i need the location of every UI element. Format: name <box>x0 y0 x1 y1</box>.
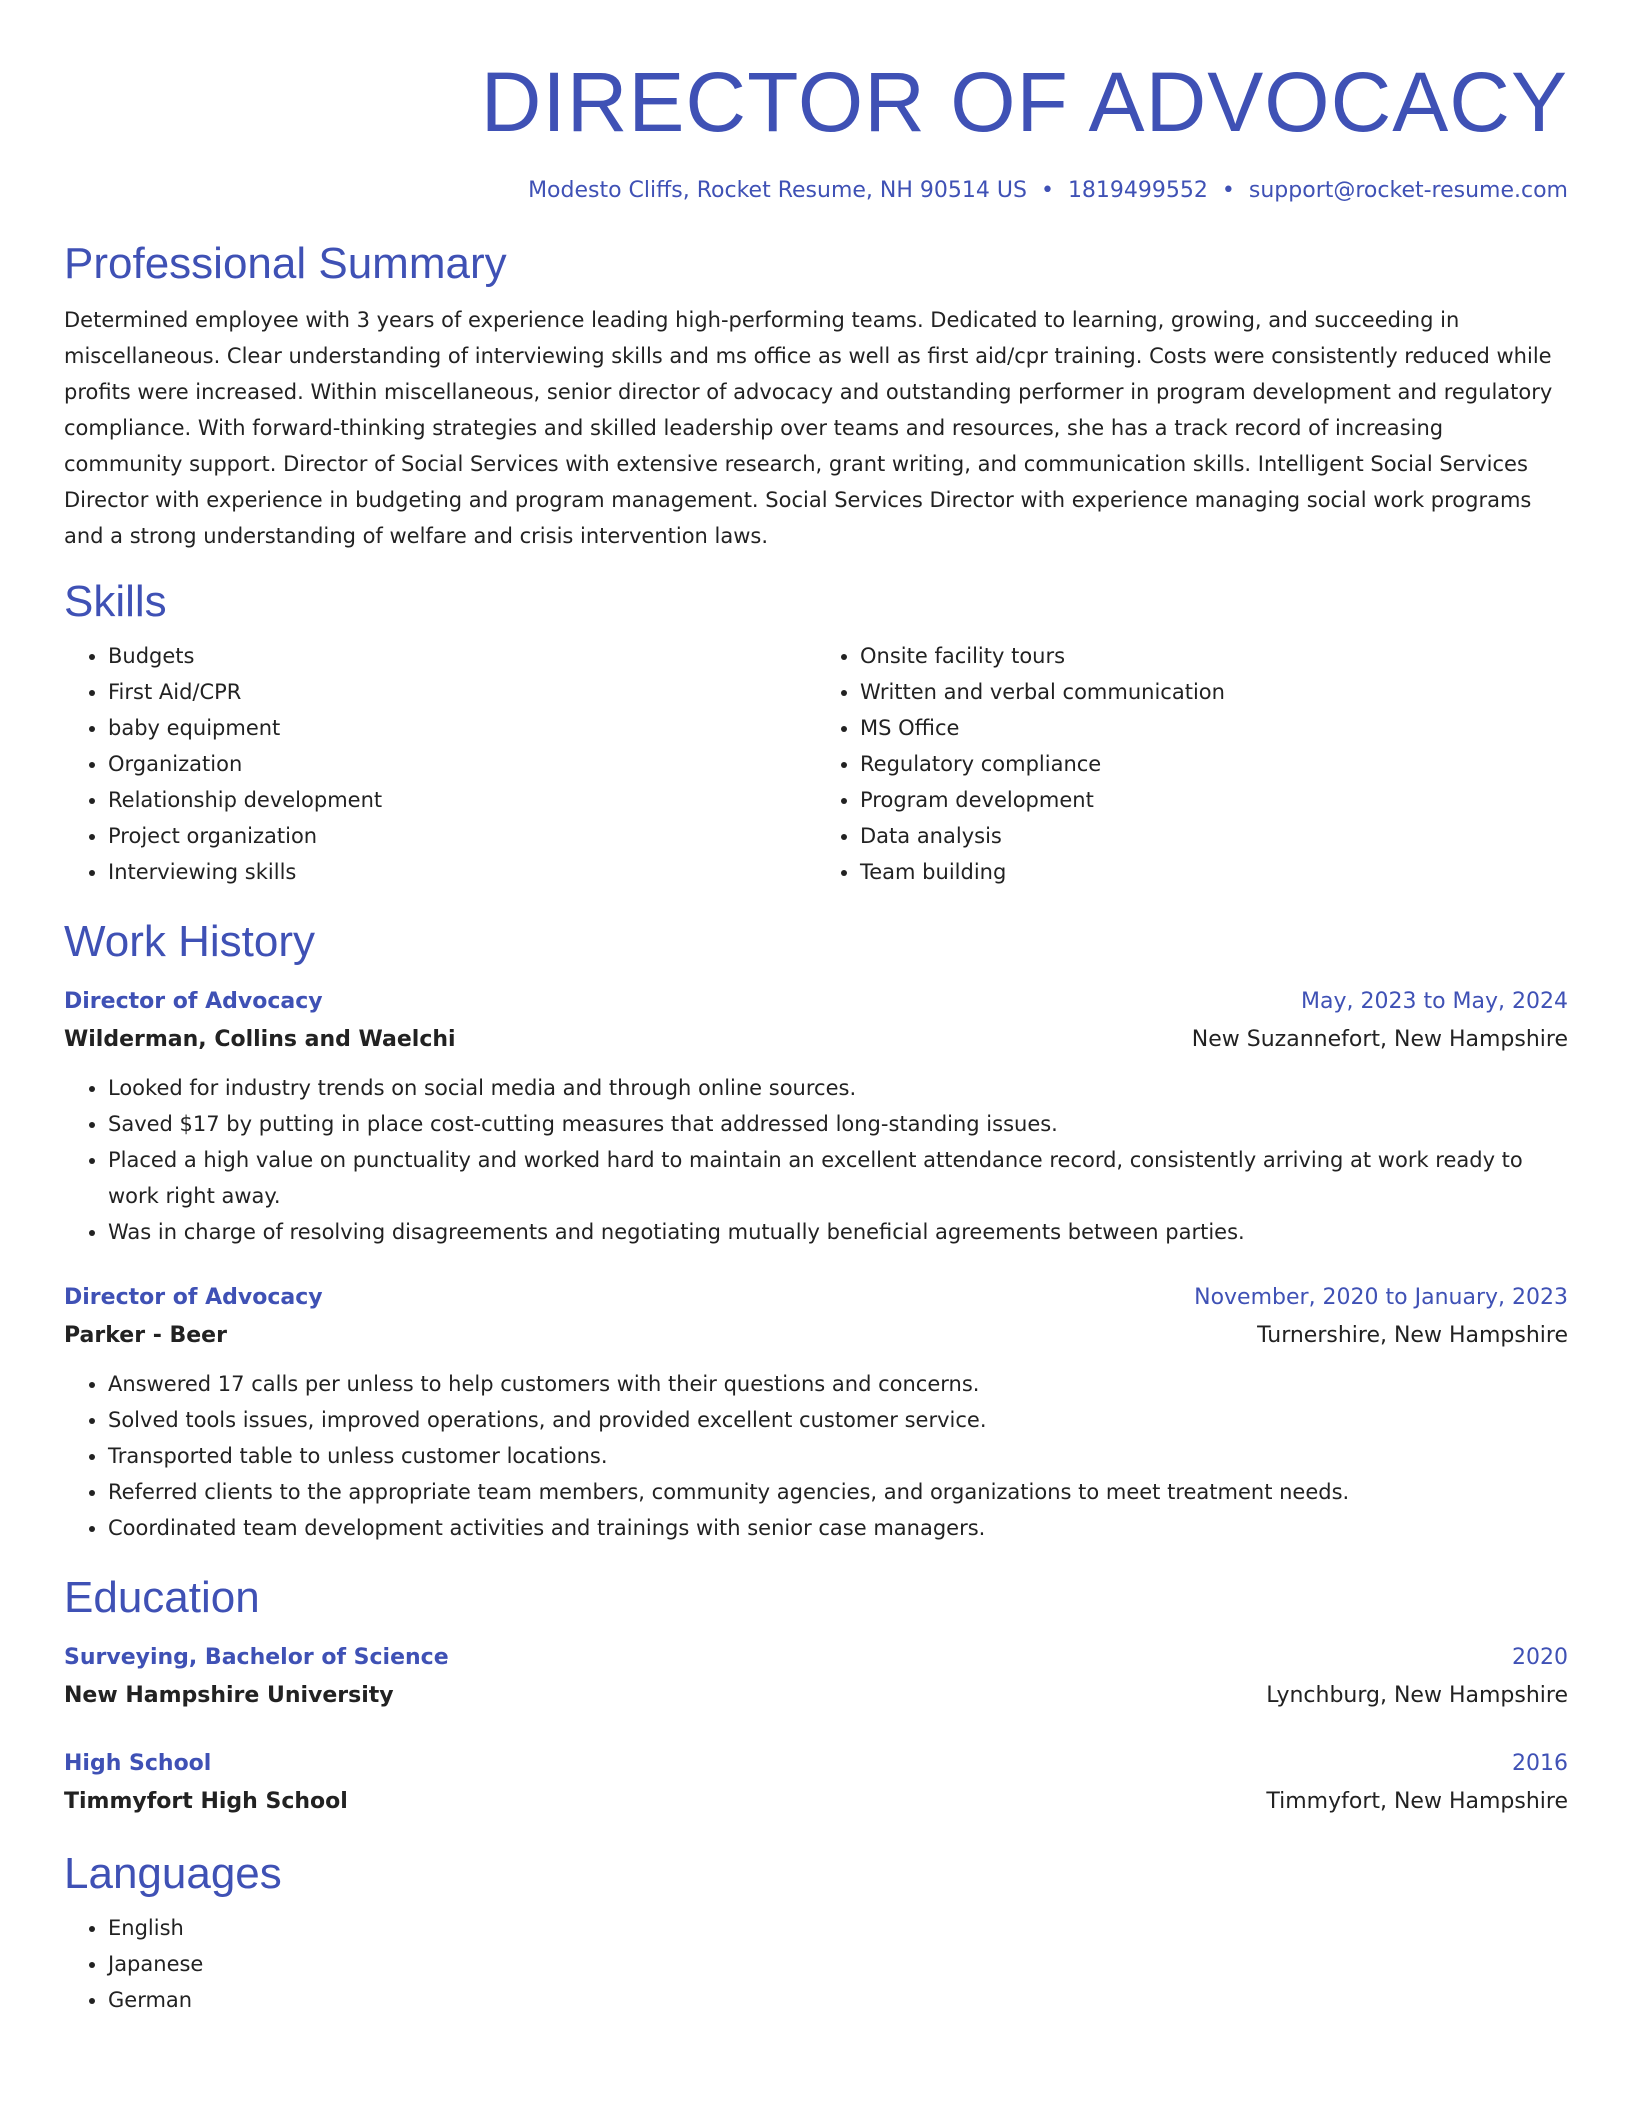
skills-list-left <box>64 638 816 890</box>
skill-item: • Organization <box>108 746 816 782</box>
language-item: • Japanese <box>108 1946 1568 1982</box>
languages-list <box>64 1910 1568 2018</box>
education-year: 2020 <box>1512 1645 1568 1670</box>
education-location: Timmyfort, New Hampshire <box>1266 1789 1568 1814</box>
summary-text: Determined employee with 3 years of experience leading high-performing teams. Dedicated to learning, growing, and succeeding in miscellaneous. Clear understanding of interviewing skills and ms office as well as first aid/cpr training. Costs were consistently reduced while profits were increased. Within miscellaneous, senior director of advocacy and outstanding performer in program development and regulatory compliance. With forward-thinking strategies and skilled leadership over teams and resources, she has a track record of increasing community support. Director of Social Services with extensive research, grant writing, and communication skills. Intelligent Social Services Director with experience in budgeting and program management. Social Services Director with experience managing social work programs and a strong understanding of welfare and crisis intervention laws. <box>64 308 1553 548</box>
job-bullets <box>64 1070 1568 1250</box>
job-bullet: • Saved $17 by putting in place cost-cutting measures that addressed long-standing issues. <box>108 1106 1568 1142</box>
resume-header <box>64 0 1568 206</box>
job-bullet: • Solved tools issues, improved operations, and provided excellent customer service. <box>108 1402 1568 1438</box>
job-bullet: • Answered 17 calls per unless to help customers with their questions and concerns. <box>108 1366 1568 1402</box>
skill-item: • Budgets <box>108 638 816 674</box>
skills-heading: Skills <box>64 577 167 626</box>
resume-name: DIRECTOR OF ADVOCACY <box>480 55 1568 149</box>
job-location: New Suzannefort, New Hampshire <box>1191 1027 1568 1052</box>
education-school: Timmyfort High School <box>64 1789 348 1814</box>
skill-item: • Onsite facility tours <box>860 638 1568 674</box>
job-bullet: • Coordinated team development activities and trainings with senior case managers. <box>108 1510 1568 1546</box>
language-item: • English <box>108 1910 1568 1946</box>
skill-item: • baby equipment <box>108 710 816 746</box>
skill-item: • Team building <box>860 854 1568 890</box>
contact-separator: • <box>1040 178 1054 203</box>
education-year: 2016 <box>1512 1751 1568 1776</box>
skill-item: • MS Office <box>860 710 1568 746</box>
job-bullet: • Referred clients to the appropriate team members, community agencies, and organizations to meet treatment needs. <box>108 1474 1568 1510</box>
education-school: New Hampshire University <box>64 1683 394 1708</box>
skills-section <box>64 574 1568 890</box>
education-heading: Education <box>64 1573 260 1622</box>
language-item: • German <box>108 1982 1568 2018</box>
skills-columns <box>64 630 1568 890</box>
job-title: Director of Advocacy <box>64 989 323 1014</box>
work-history-heading: Work History <box>64 917 315 966</box>
contact-separator: • <box>1221 178 1235 203</box>
job-title: Director of Advocacy <box>64 1285 323 1310</box>
skill-item: • Data analysis <box>860 818 1568 854</box>
skill-item: • Project organization <box>108 818 816 854</box>
skill-item: • First Aid/CPR <box>108 674 816 710</box>
skill-item: • Relationship development <box>108 782 816 818</box>
education-entry <box>64 1746 1568 1822</box>
skill-item: • Written and verbal communication <box>860 674 1568 710</box>
job-bullet: • Placed a high value on punctuality and worked hard to maintain an excellent attendance record, consistently arriving at work ready to work right away. <box>108 1142 1568 1214</box>
summary-section <box>64 236 1568 554</box>
contact-phone: 1819499552 <box>1067 178 1208 203</box>
job-company: Wilderman, Collins and Waelchi <box>64 1027 456 1052</box>
contact-email: support@rocket-resume.com <box>1248 178 1568 203</box>
skills-list-right <box>816 638 1568 890</box>
job-entry <box>64 984 1568 1250</box>
job-entry <box>64 1280 1568 1546</box>
job-dates: November, 2020 to January, 2023 <box>1194 1285 1568 1310</box>
education-degree: High School <box>64 1751 212 1776</box>
skill-item: • Interviewing skills <box>108 854 816 890</box>
education-location: Lynchburg, New Hampshire <box>1266 1683 1568 1708</box>
job-dates: May, 2023 to May, 2024 <box>1301 989 1568 1014</box>
contact-address: Modesto Cliffs, Rocket Resume, NH 90514 US <box>528 178 1027 203</box>
contact-line <box>64 176 1568 206</box>
skill-item: • Regulatory compliance <box>860 746 1568 782</box>
education-degree: Surveying, Bachelor of Science <box>64 1645 449 1670</box>
job-bullet: • Looked for industry trends on social media and through online sources. <box>108 1070 1568 1106</box>
job-bullet: • Was in charge of resolving disagreements and negotiating mutually beneficial agreements between parties. <box>108 1214 1568 1250</box>
job-company: Parker - Beer <box>64 1323 227 1348</box>
languages-section <box>64 1846 1568 2018</box>
job-bullets <box>64 1366 1568 1546</box>
languages-heading: Languages <box>64 1849 282 1898</box>
summary-heading: Professional Summary <box>64 239 507 288</box>
work-history-section <box>64 914 1568 1546</box>
job-location: Turnershire, New Hampshire <box>1257 1323 1568 1348</box>
skill-item: • Program development <box>860 782 1568 818</box>
education-section <box>64 1570 1568 1822</box>
job-bullet: • Transported table to unless customer locations. <box>108 1438 1568 1474</box>
education-entry <box>64 1640 1568 1716</box>
